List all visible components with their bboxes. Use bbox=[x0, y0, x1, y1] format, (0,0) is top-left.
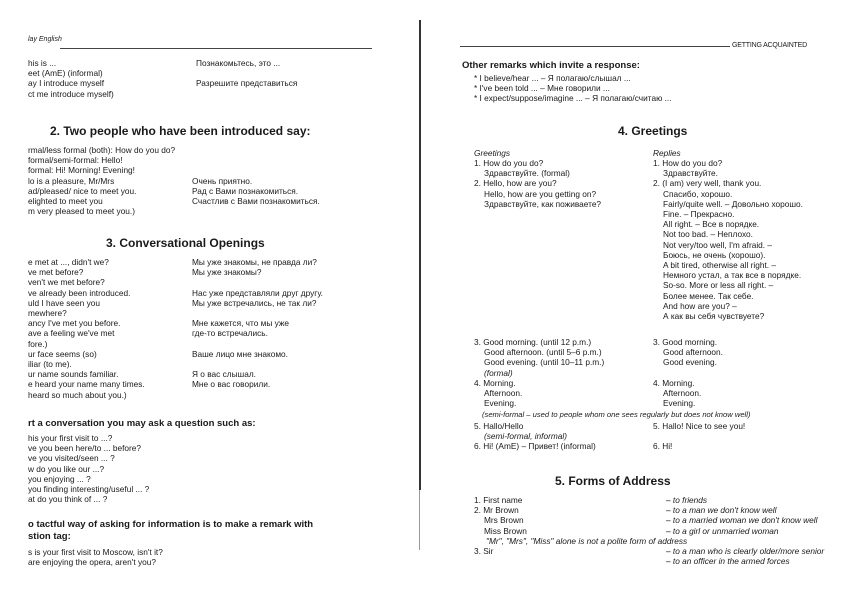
section-2-en bbox=[28, 145, 175, 216]
address-form bbox=[474, 556, 527, 566]
header-rule bbox=[460, 46, 730, 47]
reply-line: All right. – Все в порядке. bbox=[663, 219, 760, 230]
reply-line: 6. Hi! bbox=[653, 441, 673, 452]
greeting-line: Good evening. (until 10–11 p.m.) bbox=[484, 357, 605, 368]
translation-line bbox=[196, 68, 297, 78]
translation-line: Мы уже встречались, не так ли? bbox=[192, 297, 317, 308]
translation-line: где-то встречались. bbox=[192, 328, 268, 339]
greeting-line: 4. Morning. bbox=[474, 377, 516, 388]
text-line: heard so much about you.) bbox=[28, 389, 127, 400]
translation-line bbox=[192, 206, 320, 216]
text-line: e heard your name many times. bbox=[28, 379, 145, 390]
reply-line: Более менее. Так себе. bbox=[663, 290, 754, 301]
reply-line: 5. Hallo! Nice to see you! bbox=[653, 421, 746, 431]
question-line: w do you like our ...? bbox=[28, 463, 105, 474]
section-2-title: 2. Two people who have been introduced say: bbox=[50, 124, 311, 138]
translation-line bbox=[192, 339, 323, 349]
address-uses bbox=[666, 495, 824, 566]
address-form: 2. Mr Brown bbox=[474, 505, 519, 516]
address-forms bbox=[474, 495, 527, 566]
remark-item: * I believe/hear ... – Я полагаю/слышал ... bbox=[474, 73, 631, 83]
greeting-line: 6. Hi! (AmE) – Привет! (informal) bbox=[474, 441, 596, 452]
greetings-column bbox=[474, 158, 601, 209]
intro-en bbox=[28, 58, 114, 99]
text-line: uld I have seen you bbox=[28, 297, 100, 308]
question-line: ve you visited/seen ... ? bbox=[28, 453, 115, 464]
tag-heading-1: o tactful way of asking for information is to make a remark with bbox=[28, 519, 314, 530]
translation-line bbox=[192, 155, 320, 165]
reply-line: 2. (I am) very well, thank you. bbox=[653, 178, 762, 189]
question-line: ve you been here/to ... before? bbox=[28, 443, 142, 454]
reply-line: Evening. bbox=[663, 398, 696, 409]
translation-line: Очень приятно. bbox=[192, 175, 253, 186]
reply-line: 3. Good morning. bbox=[653, 337, 718, 347]
question-line: you finding interesting/useful ... ? bbox=[28, 484, 150, 495]
section-2-ru bbox=[192, 145, 320, 216]
translation-line: Мне кажется, что мы уже bbox=[192, 318, 290, 329]
text-line: elighted to meet you bbox=[28, 196, 103, 207]
text-line: ur face seems (so) bbox=[28, 348, 97, 359]
address-use: – to friends bbox=[666, 495, 708, 505]
translation-line: Разрешите представиться bbox=[196, 78, 298, 89]
text-line: formal: Hi! Morning! Evening! bbox=[28, 165, 135, 176]
reply-line: Not too bad. – Неплохо. bbox=[663, 229, 753, 240]
running-header-right: GETTING ACQUAINTED bbox=[732, 42, 807, 49]
reply-line: Немного устал, а так все в порядке. bbox=[663, 270, 802, 281]
text-line: ancy I've met you before. bbox=[28, 318, 121, 329]
replies-label: Replies bbox=[653, 148, 681, 158]
reply-line bbox=[653, 431, 745, 441]
tag-examples bbox=[28, 547, 163, 567]
tag-heading-2: stion tag: bbox=[28, 531, 71, 542]
text-line: mewhere? bbox=[28, 308, 67, 319]
text-line: eet (AmE) (informal) bbox=[28, 68, 103, 79]
section-3-en bbox=[28, 257, 145, 400]
address-form: 3. Sir bbox=[474, 546, 494, 557]
replies-column bbox=[653, 158, 803, 321]
intro-ru bbox=[196, 58, 297, 99]
translation-line: Рад с Вами познакомиться. bbox=[192, 185, 299, 196]
translation-line: Мы уже знакомы? bbox=[192, 267, 262, 278]
reply-line: Боюсь, не очень (хорошо). bbox=[663, 249, 766, 260]
reply-line: And how are you? – bbox=[663, 300, 737, 311]
address-form: 1. First name bbox=[474, 495, 523, 505]
remarks-list bbox=[474, 73, 672, 104]
greeting-line: 2. Hello, how are you? bbox=[474, 178, 557, 189]
text-line: ur name sounds familiar. bbox=[28, 369, 119, 380]
translation-line: Ваше лицо мне знакомо. bbox=[192, 348, 288, 359]
semi-formal-note: (semi-formal – used to people whom one sees regularly but does not know well) bbox=[482, 410, 751, 419]
reply-line: Здравствуйте. bbox=[663, 168, 718, 179]
reply-line: 4. Morning. bbox=[653, 377, 695, 388]
greeting-line: 3. Good morning. (until 12 p.m.) bbox=[474, 337, 592, 347]
replies-column-2 bbox=[653, 337, 723, 408]
reply-line: Afternoon. bbox=[663, 388, 702, 399]
translation-line bbox=[192, 277, 323, 287]
address-use: – to an officer in the armed forces bbox=[666, 556, 790, 567]
translation-line bbox=[192, 359, 323, 369]
reply-line: A bit tired, otherwise all right. – bbox=[663, 260, 776, 271]
text-line: rmal/less formal (both): How do you do? bbox=[28, 145, 176, 155]
text-line: formal/semi-formal: Hello! bbox=[28, 155, 123, 166]
remarks-heading: Other remarks which invite a response: bbox=[462, 60, 640, 71]
section-3-ru bbox=[192, 257, 323, 400]
reply-line: А как вы себя чувствуете? bbox=[663, 311, 765, 322]
text-line: ave a feeling we've met bbox=[28, 328, 115, 339]
translation-line: Мне о вас говорили. bbox=[192, 379, 271, 390]
text-line: e met at ..., didn't we? bbox=[28, 257, 109, 267]
text-line: fore.) bbox=[28, 338, 48, 349]
greeting-line: 5. Hallo/Hello bbox=[474, 421, 524, 431]
reply-line: So-so. More or less all right. – bbox=[663, 280, 774, 291]
text-line: ad/pleased/ nice to meet you. bbox=[28, 185, 137, 196]
greeting-line: Здравствуйте, как поживаете? bbox=[484, 198, 602, 209]
question-heading: rt a conversation you may ask a question such as: bbox=[28, 418, 256, 429]
text-line: iliar (to me). bbox=[28, 359, 72, 370]
example-line: are enjoying the opera, aren't you? bbox=[28, 557, 156, 568]
reply-line: 1. How do you do? bbox=[653, 158, 723, 168]
translation-line bbox=[192, 165, 320, 175]
greeting-line: Здравствуйте. (formal) bbox=[484, 168, 570, 179]
address-form: Miss Brown bbox=[484, 525, 527, 536]
question-line: his your first visit to ...? bbox=[28, 433, 113, 443]
greeting-line: (formal) bbox=[484, 367, 513, 378]
replies-column-3 bbox=[653, 421, 745, 452]
running-header-left: lay English bbox=[28, 36, 62, 43]
translation-line: Познакомьтесь, это ... bbox=[196, 58, 281, 68]
translation-line: Счастлив с Вами познакомиться. bbox=[192, 196, 320, 207]
text-line: his is ... bbox=[28, 58, 57, 68]
reply-line: Fairly/quite well. – Довольно хорошо. bbox=[663, 198, 803, 209]
text-line: ay I introduce myself bbox=[28, 78, 105, 89]
greeting-line: 1. How do you do? bbox=[474, 158, 544, 168]
translation-line bbox=[192, 390, 323, 400]
section-3-title: 3. Conversational Openings bbox=[106, 236, 265, 250]
translation-line: Мы уже знакомы, не правда ли? bbox=[192, 257, 317, 267]
reply-line: Good evening. bbox=[663, 357, 717, 368]
greeting-line: Afternoon. bbox=[484, 388, 523, 399]
translation-line: Я о вас слышал. bbox=[192, 369, 256, 380]
section-5-title: 5. Forms of Address bbox=[555, 474, 671, 488]
text-line: lo is a pleasure, Mr/Mrs bbox=[28, 175, 115, 186]
reply-line: Спасибо, хорошо. bbox=[663, 188, 733, 199]
address-use: – to a man we don't know well bbox=[666, 505, 777, 516]
greetings-column-3 bbox=[474, 421, 596, 452]
text-line: ven't we met before? bbox=[28, 277, 105, 288]
text-line: ve met before? bbox=[28, 267, 84, 278]
greeting-line: (semi-formal, informal) bbox=[484, 431, 567, 442]
question-line: you enjoying ... ? bbox=[28, 473, 91, 484]
greeting-line: Good afternoon. (until 5–6 p.m.) bbox=[484, 347, 602, 358]
remark-item: * I expect/suppose/imagine ... – Я полагаю/считаю ... bbox=[474, 93, 672, 104]
reply-line: Fine. – Прекрасно. bbox=[663, 209, 735, 220]
section-4-title: 4. Greetings bbox=[618, 124, 688, 138]
question-line: at do you think of ... ? bbox=[28, 494, 108, 505]
address-use bbox=[666, 536, 824, 546]
translation-line bbox=[196, 89, 297, 99]
remark-item: * I've been told ... – Мне говорили ... bbox=[474, 83, 610, 94]
question-list bbox=[28, 433, 149, 504]
text-line: m very pleased to meet you.) bbox=[28, 206, 135, 217]
text-line: ve already been introduced. bbox=[28, 287, 131, 298]
example-line: s is your first visit to Moscow, isn't it? bbox=[28, 547, 163, 557]
address-use: – to a married woman we don't know well bbox=[666, 515, 818, 526]
address-use: – to a man who is clearly older/more senior bbox=[666, 546, 825, 557]
address-form: Mrs Brown bbox=[484, 515, 524, 526]
translation-line: Нас уже представляли друг другу. bbox=[192, 287, 323, 298]
text-line: ct me introduce myself) bbox=[28, 88, 114, 99]
greetings-column-2 bbox=[474, 337, 604, 408]
right-page bbox=[420, 0, 861, 600]
translation-line bbox=[192, 308, 323, 318]
greeting-line: Hello, how are you getting on? bbox=[484, 188, 597, 199]
reply-line bbox=[653, 368, 723, 378]
address-note: "Mr", "Mrs", "Miss" alone is not a polite form of address bbox=[486, 536, 688, 546]
address-use: – to a girl or unmarried woman bbox=[666, 525, 779, 536]
greeting-line: Evening. bbox=[484, 398, 517, 409]
translation-line bbox=[192, 145, 320, 155]
greetings-label: Greetings bbox=[474, 148, 510, 158]
reply-line: Not very/too well, I'm afraid. – bbox=[663, 239, 773, 250]
header-rule bbox=[60, 48, 372, 49]
reply-line: Good afternoon. bbox=[663, 347, 723, 358]
left-page bbox=[0, 0, 415, 600]
